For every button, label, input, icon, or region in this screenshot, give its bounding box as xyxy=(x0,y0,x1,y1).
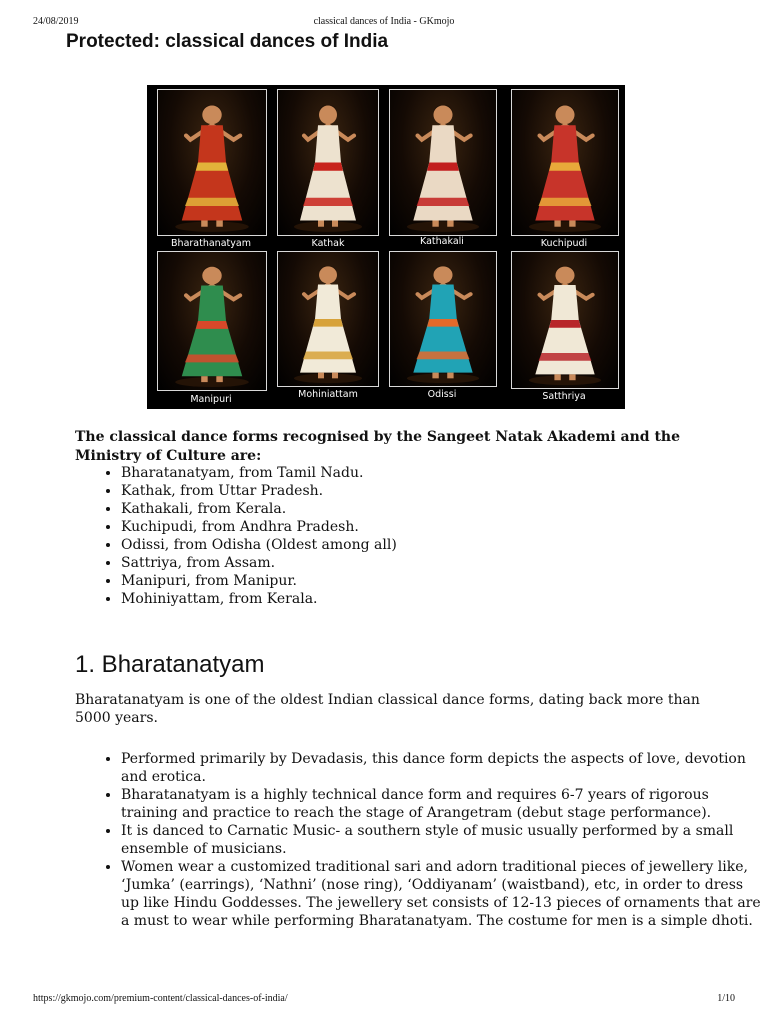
dancer-photo xyxy=(511,89,619,236)
dancer-figure-icon xyxy=(158,90,266,235)
dancer-photo xyxy=(389,89,497,236)
dancer-figure-icon xyxy=(278,252,378,386)
section-paragraph: Bharatanatyam is one of the oldest Indian classical dance forms, dating back more than 5000 years. xyxy=(75,692,700,726)
list-item: • Sattriya, from Assam. xyxy=(121,554,761,572)
gallery-caption: Bharathanatyam xyxy=(171,238,251,249)
dancer-photo xyxy=(157,89,267,236)
dancer-photo xyxy=(277,251,379,387)
dancer-figure-icon xyxy=(512,90,618,235)
list-item: • Odissi, from Odisha (Oldest among all) xyxy=(121,536,761,554)
gallery-tile-satthriya xyxy=(509,251,619,407)
list-item: • Bharatanatyam, from Tamil Nadu. xyxy=(121,464,761,482)
list-item: • Kathakali, from Kerala. xyxy=(121,500,761,518)
section-heading-bharatanatyam: 1. Bharatanatyam xyxy=(75,651,265,678)
print-header-title: classical dances of India - GKmojo xyxy=(313,16,455,27)
list-item: • Women wear a customized traditional sari and adorn traditional pieces of jewellery like, ‘Jumka’ (earrings), ‘Nathni’ (nose ring), ‘Oddiyanam’ (waistband), etc, in order to dress up like Hindu Goddesses. The jewellery set consists of 12-13 pieces of ornaments that are a must to wear while performing Bharatanatyam. The costume for men is a simple dhoti. xyxy=(121,858,761,930)
gallery-tile-bharathanatyam xyxy=(155,89,267,251)
dancer-photo xyxy=(277,89,379,236)
dancer-figure-icon xyxy=(390,90,496,235)
gallery-tile-kuchipudi xyxy=(509,89,619,251)
gallery-tile-manipuri xyxy=(155,251,267,407)
list-item: • Performed primarily by Devadasis, this dance form depicts the aspects of love, devotion and erotica. xyxy=(121,750,761,786)
gallery-tile-kathak xyxy=(275,89,381,251)
gallery-tile-kathakali xyxy=(387,89,497,251)
gallery-caption: Kuchipudi xyxy=(540,238,588,249)
gallery-caption: Manipuri xyxy=(190,394,232,405)
intro-text: The classical dance forms recognised by the Sangeet Natak Akademi and the Ministry of Culture are: xyxy=(75,429,681,464)
list-item: • Kathak, from Uttar Pradesh. xyxy=(121,482,761,500)
list-item: • Kuchipudi, from Andhra Pradesh. xyxy=(121,518,761,536)
dancer-figure-icon xyxy=(512,252,618,388)
gallery-caption: Mohiniattam xyxy=(298,389,358,400)
print-footer-page-number: 1/10 xyxy=(717,993,735,1004)
print-header-date: 24/08/2019 xyxy=(33,16,79,27)
dancer-figure-icon xyxy=(390,252,496,386)
page-title: Protected: classical dances of India xyxy=(66,31,389,52)
gallery-caption: Kathakali xyxy=(420,236,464,247)
dancer-figure-icon xyxy=(158,252,266,390)
gallery-caption: Satthriya xyxy=(542,391,586,402)
dancer-figure-icon xyxy=(278,90,378,235)
list-item: • It is danced to Carnatic Music- a southern style of music usually performed by a small ensemble of musicians. xyxy=(121,822,761,858)
dancer-photo xyxy=(511,251,619,389)
list-item: • Manipuri, from Manipur. xyxy=(121,572,761,590)
dance-forms-list xyxy=(75,464,761,608)
print-footer-url: https://gkmojo.com/premium-content/classical-dances-of-india/ xyxy=(33,993,288,1004)
list-item: • Mohiniyattam, from Kerala. xyxy=(121,590,761,608)
dance-photo-gallery xyxy=(147,85,625,409)
gallery-tile-mohiniattam xyxy=(275,251,381,407)
gallery-caption: Odissi xyxy=(427,389,457,400)
gallery-tile-odissi xyxy=(387,251,497,407)
gallery-caption: Kathak xyxy=(311,238,345,249)
dancer-photo xyxy=(389,251,497,387)
dancer-photo xyxy=(157,251,267,391)
list-item: • Bharatanatyam is a highly technical dance form and requires 6-7 years of rigorous training and practice to reach the stage of Arangetram (debut stage performance). xyxy=(121,786,761,822)
bharatanatyam-points-list xyxy=(75,750,761,930)
